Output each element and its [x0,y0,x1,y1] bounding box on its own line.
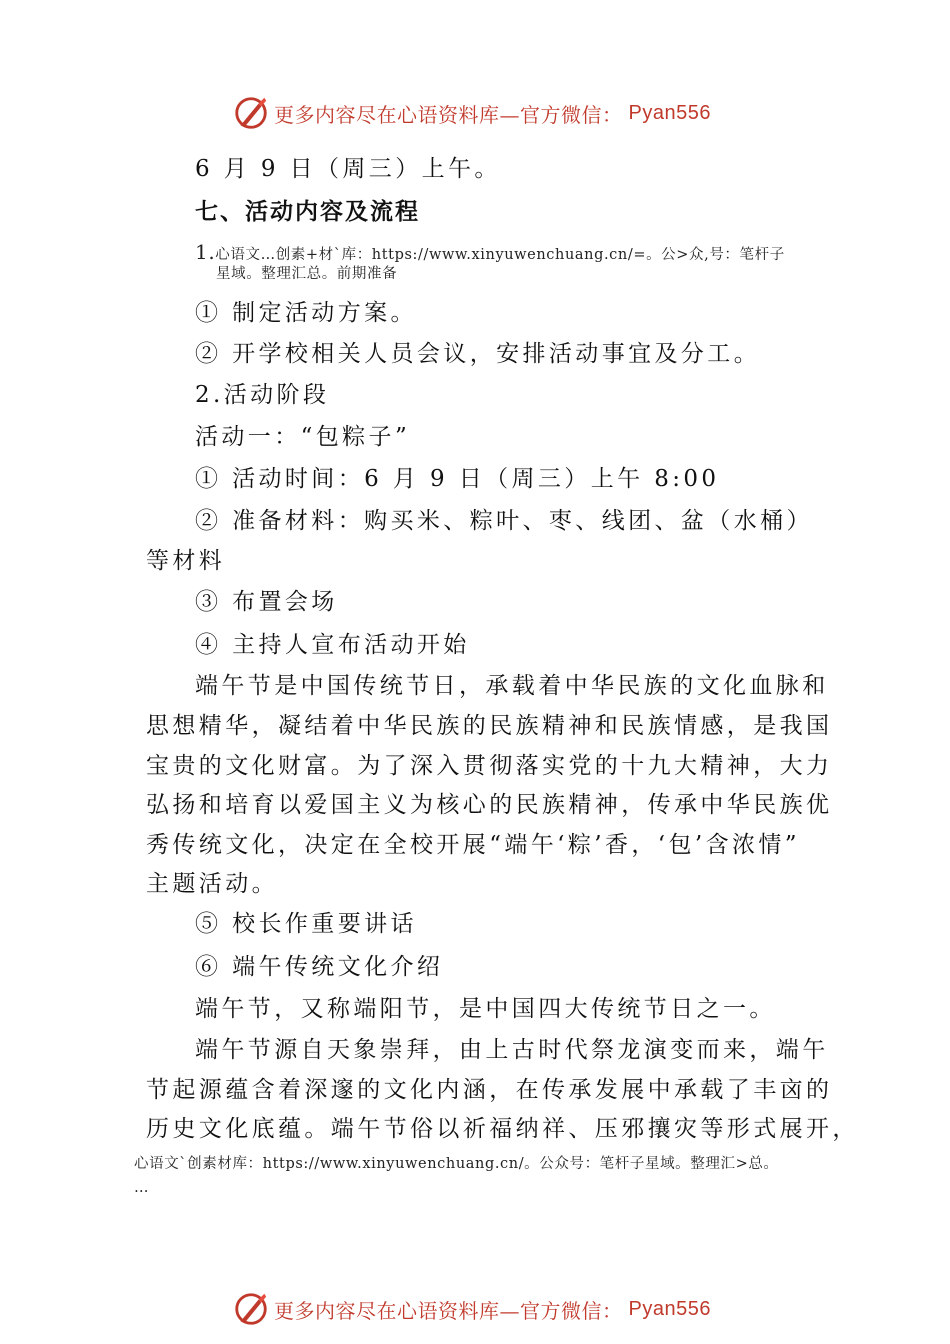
header-brand-text: 更多内容尽在心语资料库—官方微信： [274,102,623,127]
ellipsis: … [134,1180,150,1196]
page-header [232,93,711,133]
materials-line-a: ② 准备材料：购买米、粽叶、枣、线团、盆（水桶） [195,508,813,534]
para2: 端午节，又称端阳节，是中国四大传统节日之一。 [195,996,776,1022]
step1-number: 1. [195,240,216,264]
intro-item: ⑥ 端午传统文化介绍 [195,954,444,980]
para3-line: 历史文化底蕴。端午节俗以祈福纳祥、压邪攘灾等形式展开， [146,1116,859,1142]
section-heading: 七、活动内容及流程 [195,199,420,225]
watermark-line: 心语文`创素材库：https://www.xinyuwenchuang.cn/。公众号：笔杆子星域。整理汇>总。 [134,1156,779,1172]
host-item: ④ 主持人宣布活动开始 [195,632,470,658]
para3-line: 端午节源自天象崇拜，由上古时代祭龙演变而来，端午 [195,1037,829,1063]
materials-line-b: 等材料 [146,548,226,574]
para3-line: 节起源蕴含着深邃的文化内涵，在传承发展中承载了丰㐫的 [146,1077,833,1103]
para1-line: 思想精华，凝结着中华民族的民族精神和民族情感，是我国 [146,713,833,739]
para1-line: 秀传统文化，决定在全校开展“端午‘粽’香，‘包’含浓情” [146,832,800,858]
step1-line-a [195,242,785,265]
prep-item-2: ② 开学校相关人员会议，安排活动事宜及分工。 [195,341,761,367]
para1-line: 主题活动。 [146,871,278,897]
prep-item-1: ① 制定活动方案。 [195,300,417,326]
speech-item: ⑤ 校长作重要讲话 [195,911,417,937]
activity-time: ① 活动时间：6 月 9 日（周三）上午 8:00 [195,466,720,492]
header-wechat-id: Pyan556 [628,101,711,124]
page-footer [232,1289,711,1329]
footer-wechat-id: Pyan556 [628,1297,711,1320]
venue-item: ③ 布置会场 [195,589,338,615]
footer-brand-text: 更多内容尽在心语资料库—官方微信： [274,1298,623,1323]
para1-line: 弘扬和培育以爱国主义为核心的民族精神，传承中华民族优 [146,792,833,818]
activity1-title: 活动一：“包粽子” [195,424,411,450]
date-line: 6 月 9 日（周三）上午。 [195,156,501,182]
brand-logo-icon [232,1290,270,1328]
step2-heading: 2.活动阶段 [195,382,330,408]
brand-logo-icon [232,94,270,132]
para1-line: 宝贵的文化财富。为了深入贯彻落实党的十九大精神，大力 [146,753,833,779]
para1-line: 端午节是中国传统节日，承载着中华民族的文化血脉和 [195,673,829,699]
step1-line-b: 星域。整理汇总。前期准备 [216,266,398,282]
step1-text-a: 心语文…创素+材`库：https://www.xinyuwenchuang.cn/=。公>众,号：笔杆子 [215,247,785,263]
